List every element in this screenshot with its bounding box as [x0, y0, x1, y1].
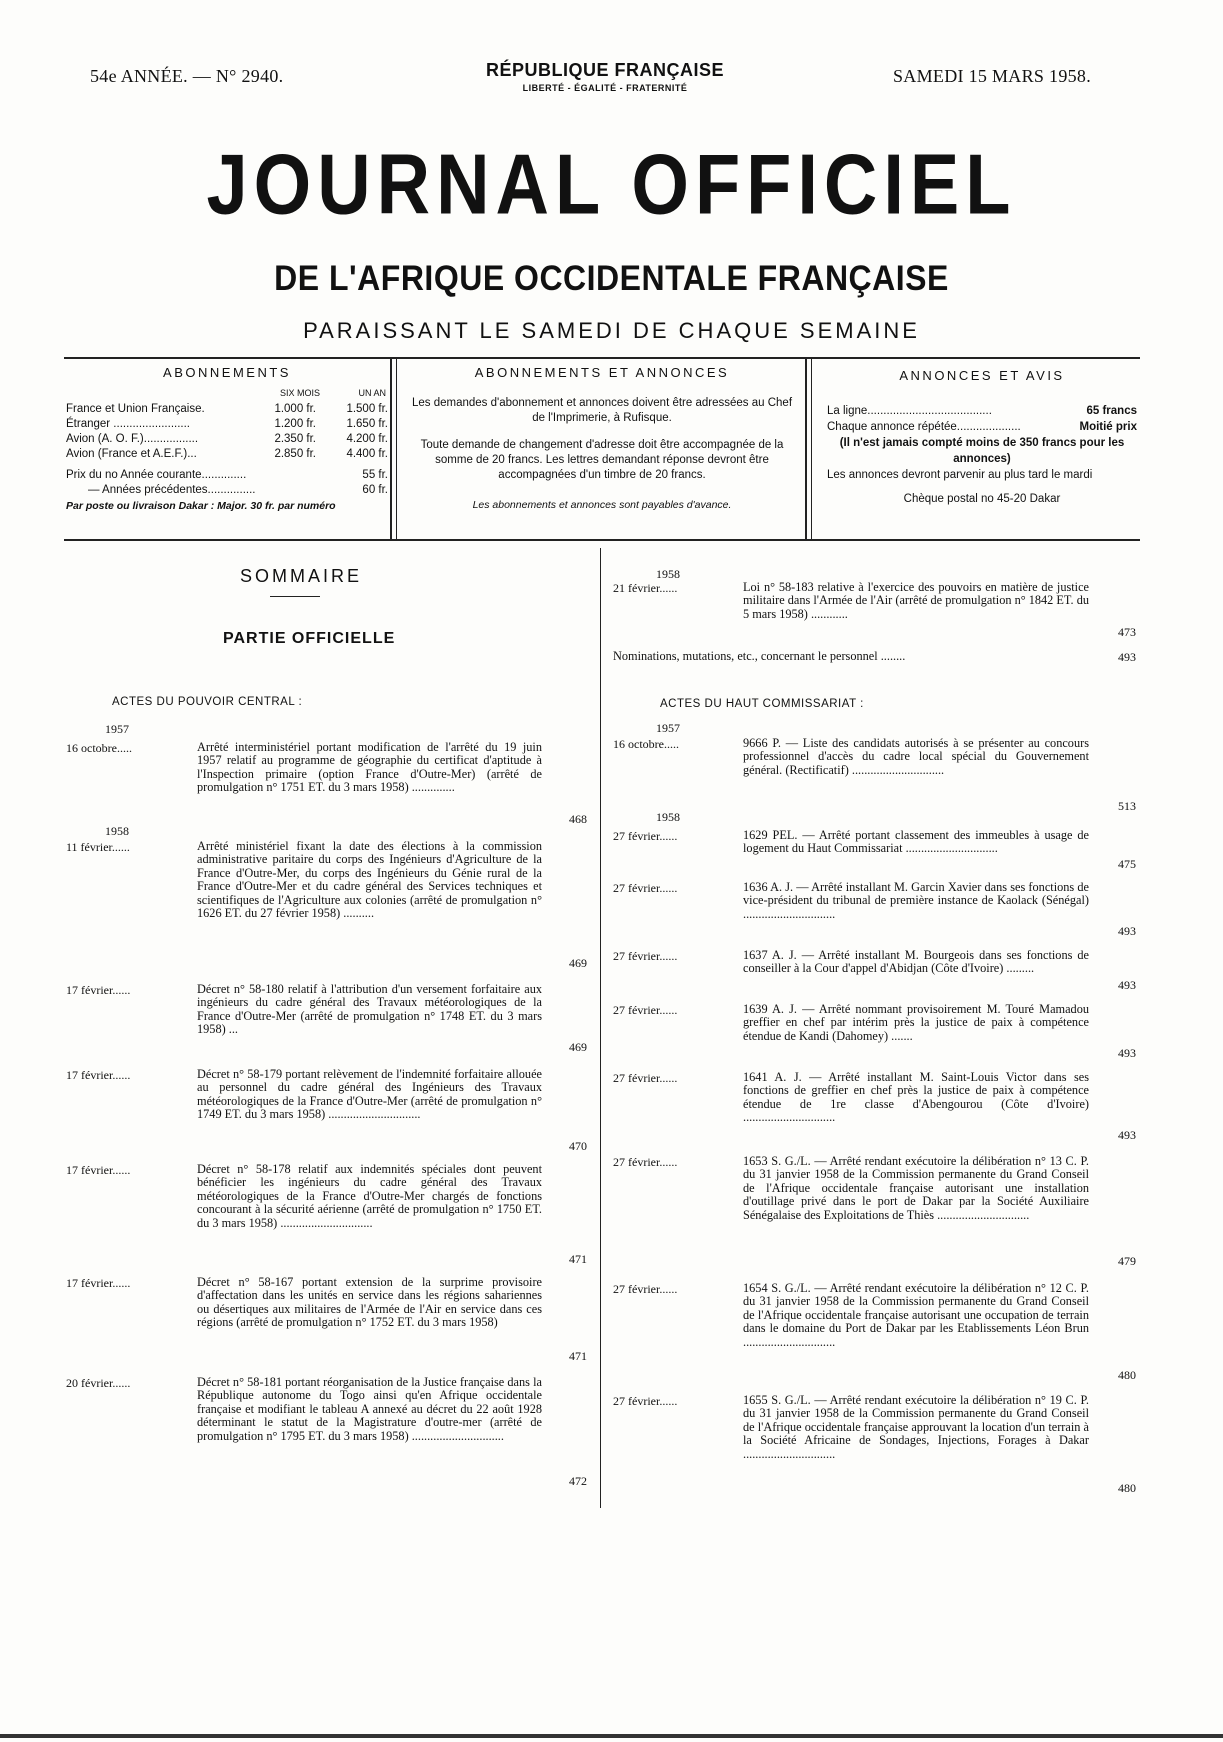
partie-officielle: PARTIE OFFICIELLE [223, 630, 396, 647]
entry-page: 493 [1118, 1128, 1136, 1142]
section-pouvoir-central: ACTES DU POUVOIR CENTRAL : [112, 696, 303, 708]
box-divider-left [390, 357, 392, 541]
year-label: 1958 [656, 567, 680, 581]
subscriptions-title: ABONNEMENTS [163, 365, 291, 380]
entry-date: 27 février...... [613, 1155, 678, 1169]
entry-date: 27 février...... [613, 949, 678, 963]
box-bottom-rule [64, 539, 1140, 541]
year-label: 1958 [105, 824, 129, 838]
entry-page: 471 [569, 1252, 587, 1266]
entry-page: 493 [1118, 924, 1136, 938]
entry-page: 469 [569, 956, 587, 970]
entry-text: 1629 PEL. — Arrêté portant classement des immeubles à usage de logement du Haut Commissariat .............................. [743, 828, 1089, 856]
entry-text: Décret n° 58-181 portant réorganisation de la Justice française dans la République autonome du Togo ainsi qu'en Afrique occidentale française et modifiant le tableau A annexé au décret du 22 août 1928 déterminant le statut de la Magistrature d'outre-mer (arrêté de promulgation n° 1795 ET. du 3 mars 1958) .............................. [197, 1375, 542, 1443]
entry-page: 493 [1118, 650, 1136, 664]
entry-date: 11 février...... [66, 840, 130, 854]
entry-text: 1636 A. J. — Arrêté installant M. Garcin Xavier dans ses fonctions de vice-président du tribunal de première instance de Kaolack (Sénégal) .............................. [743, 880, 1089, 921]
center-paragraph-1: Les demandes d'abonnement et annonces doivent être adressées au Chef de l'Imprimerie, à Rufisque. [411, 397, 793, 424]
entry-date: 21 février...... [613, 581, 678, 595]
subscription-row: Avion (France et A.E.F.)... 2.850 fr. 4.400 fr. [66, 448, 388, 460]
scan-bottom-edge [0, 1734, 1223, 1738]
box-divider-right-2 [811, 357, 812, 541]
center-footer: Les abonnements et annonces sont payables d'avance. [472, 499, 732, 511]
entry-text: Loi n° 58-183 relative à l'exercice des pouvoirs en matière de justice militaire dans l'Armée de l'Air (arrêté de promulgation n° 1842 ET. du 5 mars 1958) ............ [743, 580, 1089, 621]
masthead-title: JOURNAL OFFICIEL [206, 136, 1017, 233]
postal-note: Par poste ou livraison Dakar : Major. 30 fr. par numéro [66, 500, 336, 512]
entry-date: 17 février...... [66, 1276, 131, 1290]
entry-text: Décret n° 58-180 relatif à l'attribution d'un versement forfaitaire aux ingénieurs du cadre général des Travaux météorologiques de la France d'Outre-Mer (arrêté de promulgation n° 1748 ET. du 3 mars 1958) ... [197, 982, 542, 1037]
box-top-rule [64, 357, 1140, 359]
section-haut-commissariat: ACTES DU HAUT COMMISSARIAT : [660, 698, 864, 710]
sommaire-rule [270, 596, 320, 597]
entry-text: Arrêté ministériel fixant la date des élections à la commission administrative paritaire du corps des Ingénieurs d'Agriculture de la France d'Outre-Mer, du corps des Ingénieurs du Génie rural de la France d'Outre-Mer et du cadre général des Services techniques et scientifiques de l'Agriculture aux colonies (arrêté de promulgation n° 1626 ET. du 27 février 1958) .......... [197, 839, 542, 921]
entry-date: 16 octobre..... [66, 741, 132, 755]
entry-text: 1654 S. G./L. — Arrêté rendant exécutoire la délibération n° 12 C. P. du 31 janvier 1958 de la Commission permanente du Grand Conseil de l'Afrique occidentale française autorisant une occupation de terrain dans le domaine du Port de Dakar par les Etablissements Léon Brun .............................. [743, 1281, 1089, 1349]
subscription-row: France et Union Française. 1.000 fr. 1.500 fr. [66, 403, 388, 415]
entry-text: Décret n° 58-179 portant relèvement de l'indemnité forfaitaire allouée au personnel du cadre général des Ingénieurs des Travaux météorologiques de la France d'Outre-Mer (arrêté de promulgation n° 1749 ET. du 3 mars 1958) .............................. [197, 1067, 542, 1122]
entry-date: 17 février...... [66, 1163, 131, 1177]
year-label: 1957 [656, 721, 680, 735]
entry-page: 493 [1118, 978, 1136, 992]
center-box-title: ABONNEMENTS ET ANNONCES [474, 365, 730, 380]
subscription-row: Étranger ........................ 1.200 fr. 1.650 fr. [66, 418, 388, 430]
subscriptions-box [66, 365, 388, 512]
entry-text: 9666 P. — Liste des candidats autorisés à se présenter au concours professionnel d'accès du cadre local spécial du Gouvernement général. (Rectificatif) .............................. [743, 736, 1089, 777]
entry-page: 480 [1118, 1368, 1136, 1382]
entry-page: 469 [569, 1040, 587, 1054]
entry-date: 27 février...... [613, 1394, 678, 1408]
announcements-box [827, 368, 1137, 505]
entry-date: 27 février...... [613, 881, 678, 895]
entry-date: 27 février...... [613, 1282, 678, 1296]
entry-date: 27 février...... [613, 829, 678, 843]
entry-page: 472 [569, 1474, 587, 1488]
entry-text: Décret n° 58-167 portant extension de la surprime provisoire d'affectation dans les unités en service dans les régions sahariennes ou désertiques aux militaires de l'Armée de l'Air en service dans ces régions (arrêté de promulgation n° 1752 ET. du 3 mars 1958) [197, 1275, 542, 1330]
entry-text: 1639 A. J. — Arrêté nommant provisoirement M. Touré Mamadou greffier en chef par intérim près la justice de paix à compétence étendue de Kandi (Dahomey) ....... [743, 1002, 1089, 1043]
entry-date: 27 février...... [613, 1003, 678, 1017]
price-repeat: Chaque annonce répétée.................... Moitié prix [827, 421, 1137, 433]
price-row: — Années précédentes............... 60 fr. [88, 484, 388, 496]
entry-date: 16 octobre..... [613, 737, 679, 751]
price-line: La ligne....................................... 65 francs [827, 405, 1137, 417]
entry-page: 468 [569, 812, 587, 826]
entry-page: 470 [569, 1139, 587, 1153]
entry-text: Nominations, mutations, etc., concernant le personnel ........ [613, 649, 906, 663]
year-label: 1958 [656, 810, 680, 824]
entry-page: 471 [569, 1349, 587, 1363]
center-paragraph-2: Toute demande de changement d'adresse doit être accompagnée de la somme de 20 francs. Les lettres demandant réponse devront être accompagnées d'un timbre de 20 francs. [420, 439, 784, 481]
masthead-frequency: PARAISSANT LE SAMEDI DE CHAQUE SEMAINE [303, 318, 920, 343]
subscription-row: Avion (A. O. F.)................. 2.350 fr. 4.200 fr. [66, 433, 388, 445]
republic-motto: LIBERTÉ - ÉGALITÉ - FRATERNITÉ [522, 83, 688, 93]
subscriptions-announcements-box [410, 365, 794, 511]
minimum-note: (Il n'est jamais compté moins de 350 francs pour les annonces) [839, 437, 1125, 465]
deadline-note: Les annonces devront parvenir au plus tard le mardi [827, 469, 1093, 481]
entry-text: 1653 S. G./L. — Arrêté rendant exécutoire la délibération n° 13 C. P. du 31 janvier 1958 de la Commission permanente du Grand Conseil de l'Afrique occidentale française autorisant une installation d'outillage privé dans le port de Dakar par la Société Auxiliaire Sénégalaise des Exploitations de Thiès .............................. [743, 1154, 1089, 1222]
box-divider-right [805, 357, 807, 541]
entry-text: Arrêté interministériel portant modification de l'arrêté du 19 juin 1957 relatif au programme de géographie du certificat d'aptitude à l'Inspection primaire (option France d'Outre-Mer) (arrêté de promulgation n° 1751 ET. du 3 mars 1958) .............. [197, 740, 542, 795]
entry-date: 20 février...... [66, 1376, 131, 1390]
republic-block [470, 60, 740, 93]
entry-text: 1655 S. G./L. — Arrêté rendant exécutoire la délibération n° 19 C. P. du 31 janvier 1958 de la Commission permanente du Grand Conseil de l'Afrique occidentale française approuvant la location d'un terrain à la Société Africaine de Sondages, Injections, Forages à Dakar .............................. [743, 1393, 1089, 1461]
col-one-year: UN AN [358, 388, 386, 398]
column-divider [600, 548, 601, 1508]
box-divider-left-2 [396, 357, 397, 541]
entry-text: 1641 A. J. — Arrêté installant M. Saint-Louis Victor dans ses fonctions de greffier en chef près la justice de paix à compétence étendue de 1re classe d'Abengourou (Côte d'Ivoire) .............................. [743, 1070, 1089, 1125]
entry-date: 17 février...... [66, 1068, 131, 1082]
entry-page: 513 [1118, 799, 1136, 813]
entry-page: 473 [1118, 625, 1136, 639]
entry-text: 1637 A. J. — Arrêté installant M. Bourgeois dans ses fonctions de conseiller à la Cour d'appel d'Abidjan (Côte d'Ivoire) ......... [743, 948, 1089, 976]
entry-page: 493 [1118, 1046, 1136, 1060]
entry-page: 479 [1118, 1254, 1136, 1268]
entry-date: 27 février...... [613, 1071, 678, 1085]
republic-name: RÉPUBLIQUE FRANÇAISE [485, 60, 724, 80]
col-six-months: SIX MOIS [279, 388, 320, 398]
price-row: Prix du no Année courante.............. 55 fr. [66, 469, 388, 481]
entry-page: 475 [1118, 857, 1136, 871]
sommaire-title: SOMMAIRE [240, 566, 363, 586]
announcements-title: ANNONCES ET AVIS [899, 368, 1065, 383]
entry-text: Décret n° 58-178 relatif aux indemnités spéciales dont peuvent bénéficier les ingénieurs du cadre général des Travaux météorologiques de la France d'Outre-Mer chargés de fonctions concourant à la sécurité aérienne (arrêté de promulgation n° 1750 ET. du 3 mars 1958) .............................. [197, 1162, 542, 1230]
masthead-subtitle: DE L'AFRIQUE OCCIDENTALE FRANÇAISE [274, 258, 949, 298]
entry-date: 17 février...... [66, 983, 131, 997]
issue-date: SAMEDI 15 MARS 1958. [893, 66, 1092, 86]
entry-page: 480 [1118, 1481, 1136, 1495]
year-label: 1957 [105, 722, 129, 736]
issue-number: 54e ANNÉE. — N° 2940. [90, 66, 284, 86]
postal-cheque: Chèque postal no 45-20 Dakar [903, 493, 1061, 505]
